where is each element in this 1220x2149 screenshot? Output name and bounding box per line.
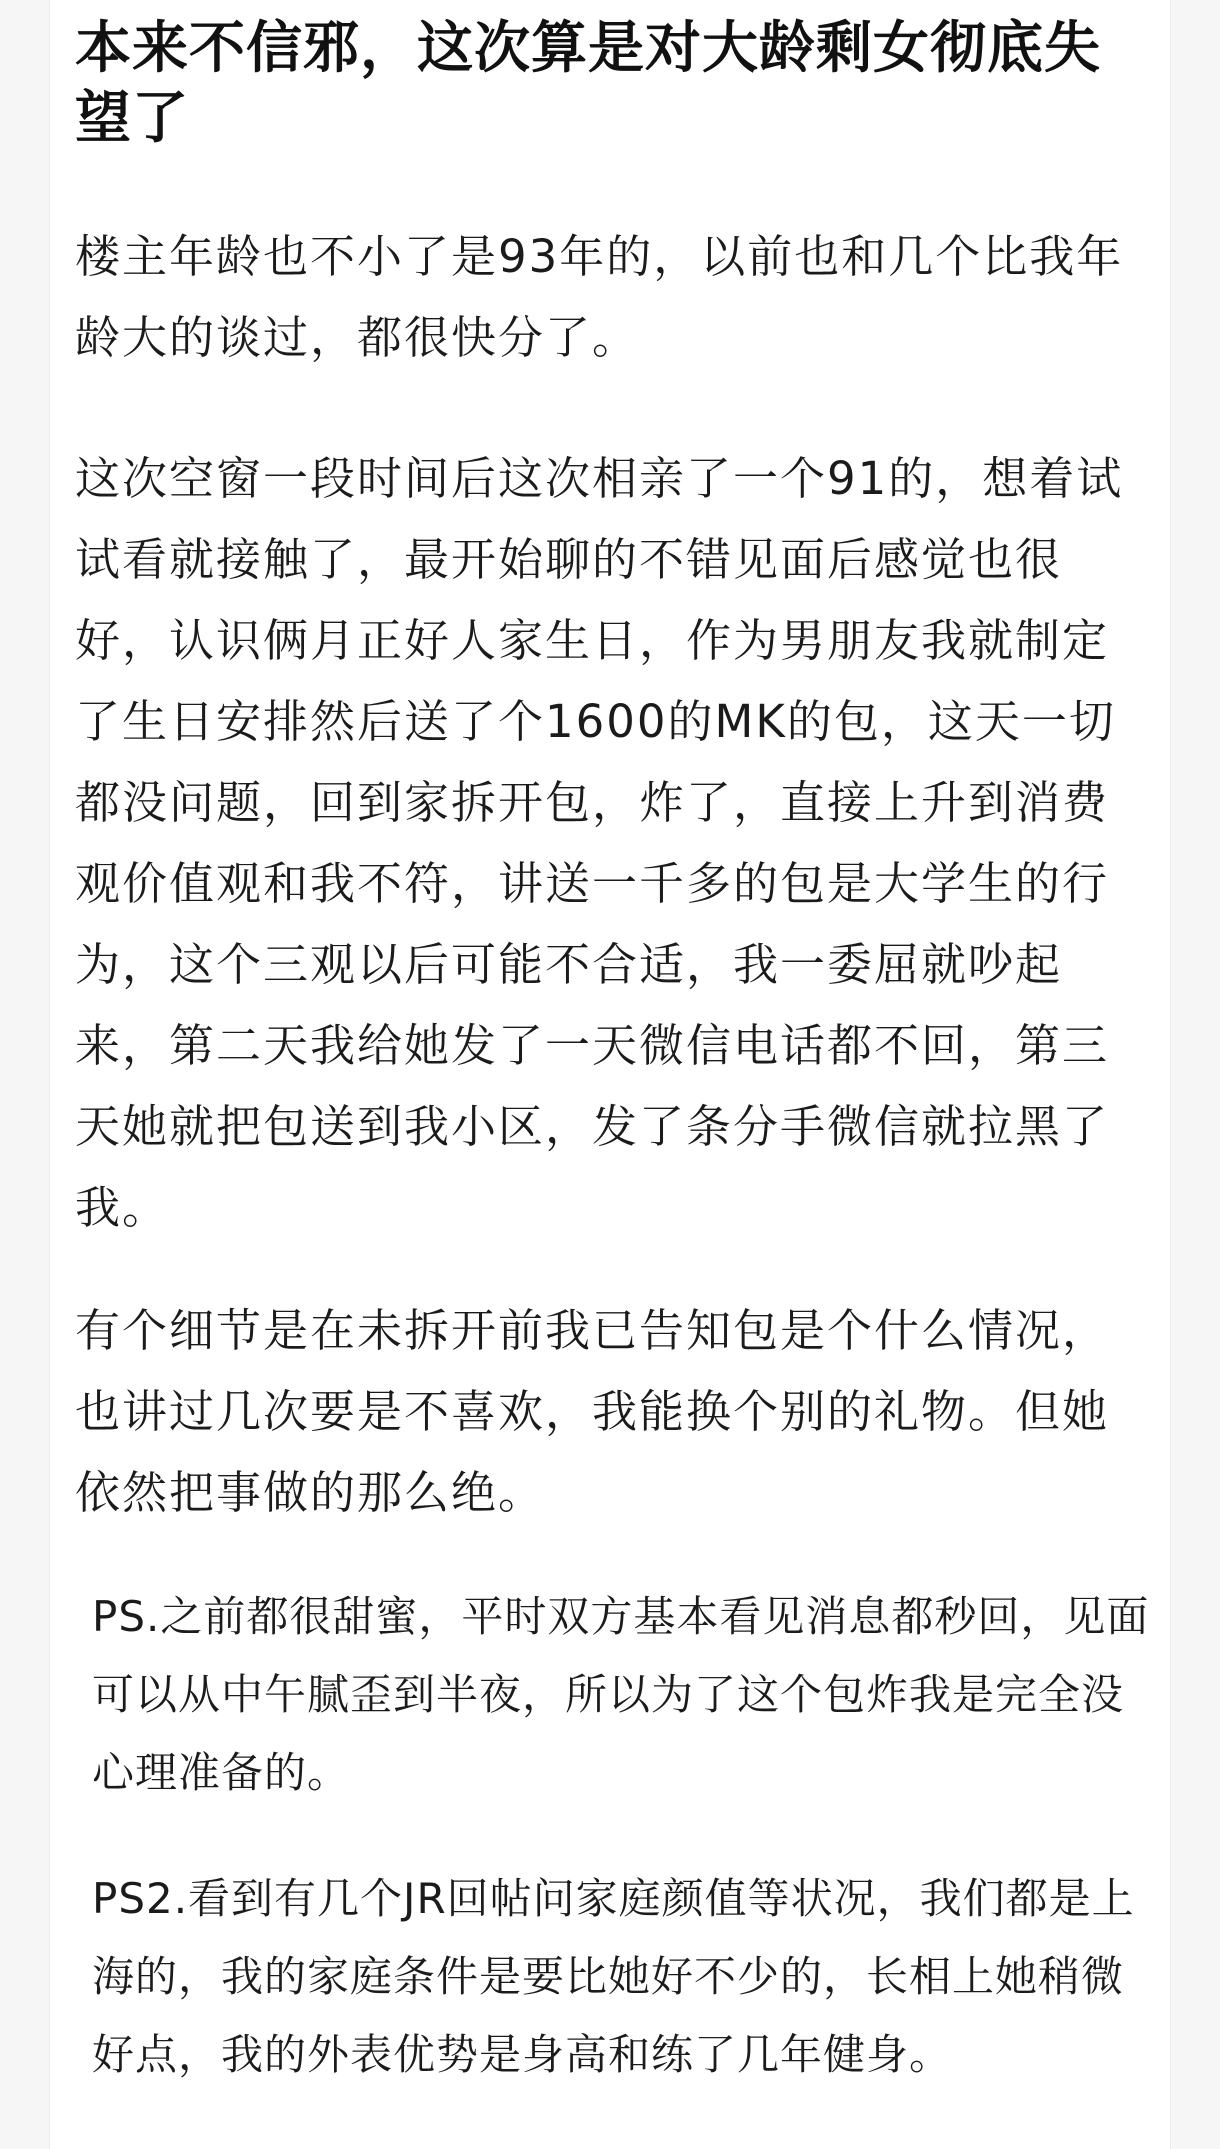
post-paragraph-3: 有个细节是在未拆开前我已告知包是个什么情况，也讲过几次要是不喜欢，我能换个别的礼物。但她依然把事做的那么绝。	[75, 1304, 1110, 1519]
post-card	[50, 0, 1170, 2149]
post-paragraph-1: 楼主年龄也不小了是93年的，以前也和几个比我年龄大的谈过，都很快分了。	[75, 230, 1124, 364]
post-paragraph-2: 这次空窗一段时间后这次相亲了一个91的，想着试试看就接触了，最开始聊的不错见面后感觉也很好，认识俩月正好人家生日，作为男朋友我就制定了生日安排然后送了个1600的MK的包，这天一切都没问题，回到家拆开包，炸了，直接上升到消费观价值观和我不符，讲送一千多的包是大学生的行为，这个三观以后可能不合适，我一委屈就吵起来，第二天我给她发了一天微信电话都不回，第三天她就把包送到我小区，发了条分手微信就拉黑了我。	[75, 452, 1124, 1234]
post-title: 本来不信邪，这次算是对大龄剩女彻底失望了	[75, 16, 1101, 151]
post-ps-1: PS.之前都很甜蜜，平时双方基本看见消息都秒回，见面可以从中午腻歪到半夜，所以为了这个包炸我是完全没心理准备的。	[92, 1592, 1150, 1797]
post-ps-2: PS2.看到有几个JR回帖问家庭颜值等状况，我们都是上海的，我的家庭条件是要比她好不少的，长相上她稍微好点，我的外表优势是身高和练了几年健身。	[92, 1874, 1135, 2079]
